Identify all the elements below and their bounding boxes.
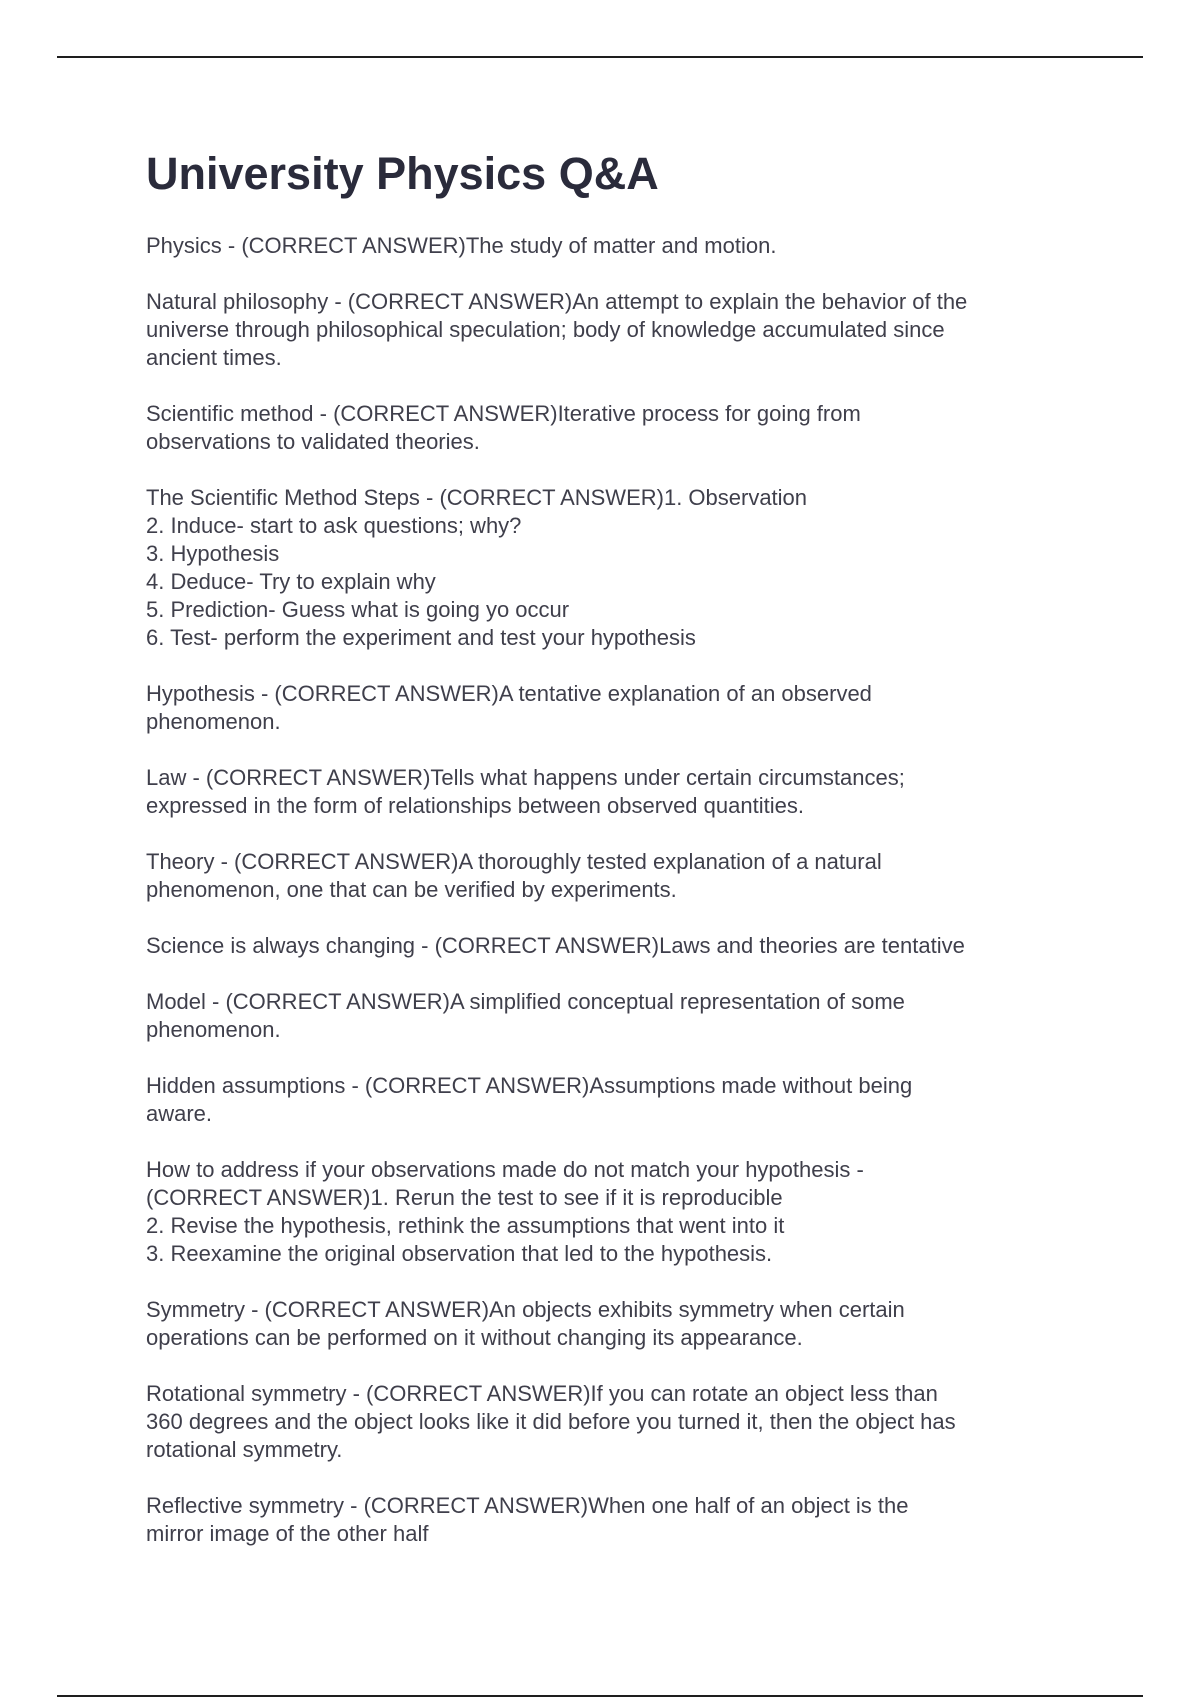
qa-entry-scientific-method: Scientific method - (CORRECT ANSWER)Iterative process for going from observations to validated theories. [146,401,861,454]
qa-entry-symmetry: Symmetry - (CORRECT ANSWER)An objects exhibits symmetry when certain operations can be performed on it without changing its appearance. [146,1297,905,1350]
qa-entry-reflective-symmetry: Reflective symmetry - (CORRECT ANSWER)When one half of an object is the mirror image of the other half [146,1493,909,1546]
qa-entry-natural-philosophy: Natural philosophy - (CORRECT ANSWER)An attempt to explain the behavior of the universe through philosophical speculation; body of knowledge accumulated since ancient times. [146,289,968,370]
qa-entry-mismatched-observations: How to address if your observations made do not match your hypothesis - (CORRECT ANSWER)1. Rerun the test to see if it is reproducible 2. Revise the hypothesis, rethink the assumptions that went into it 3. Reexamine the original observation that led to the hypothesis. [146,1157,864,1266]
qa-list [146,232,1076,1548]
page-title: University Physics Q&A [146,148,659,199]
qa-entry-hypothesis: Hypothesis - (CORRECT ANSWER)A tentative explanation of an observed phenomenon. [146,681,872,734]
bottom-rule [57,1695,1143,1697]
qa-entry-scientific-method-steps: The Scientific Method Steps - (CORRECT ANSWER)1. Observation 2. Induce- start to ask questions; why? 3. Hypothesis 4. Deduce- Try to explain why 5. Prediction- Guess what is going yo occur 6. Test- perform the experiment and test your hypothesis [146,485,808,650]
qa-entry-physics: Physics - (CORRECT ANSWER)The study of matter and motion. [146,233,777,258]
qa-entry-model: Model - (CORRECT ANSWER)A simplified conceptual representation of some phenomenon. [146,989,905,1042]
qa-entry-hidden-assumptions: Hidden assumptions - (CORRECT ANSWER)Assumptions made without being aware. [146,1073,913,1126]
qa-entry-rotational-symmetry: Rotational symmetry - (CORRECT ANSWER)If you can rotate an object less than 360 degrees and the object looks like it did before you turned it, then the object has rotational symmetry. [146,1381,956,1462]
qa-entry-science-changing: Science is always changing - (CORRECT ANSWER)Laws and theories are tentative [146,933,965,958]
top-rule [57,56,1143,58]
document-body [146,142,1076,1576]
qa-entry-theory: Theory - (CORRECT ANSWER)A thoroughly tested explanation of a natural phenomenon, one that can be verified by experiments. [146,849,882,902]
qa-entry-law: Law - (CORRECT ANSWER)Tells what happens under certain circumstances; expressed in the form of relationships between observed quantities. [146,765,905,818]
